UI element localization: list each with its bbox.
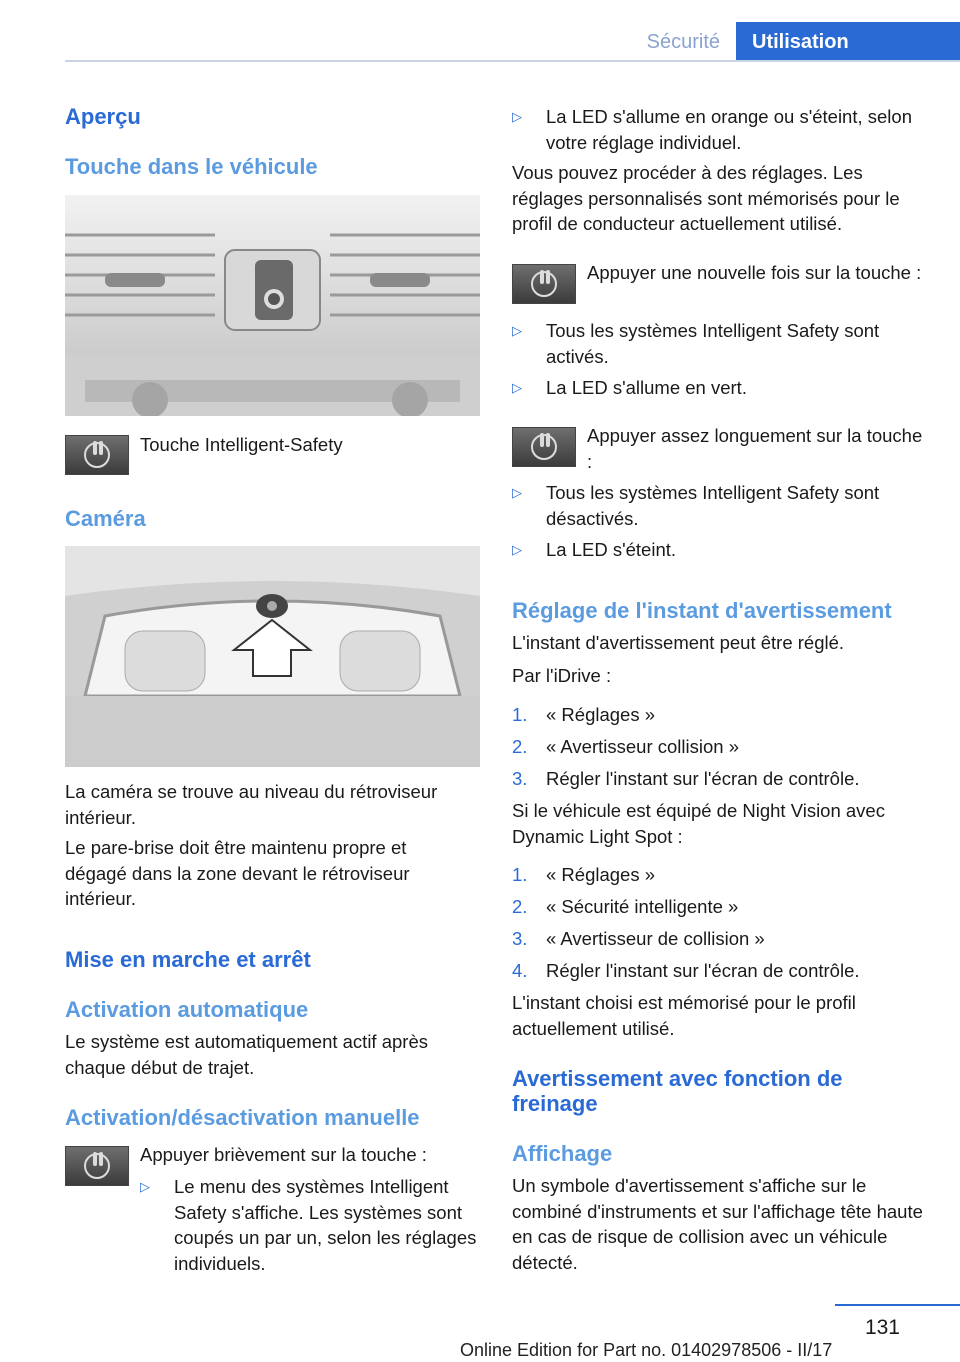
heading-camera: Caméra — [65, 506, 146, 531]
camera-paragraph-2: Le pare-brise doit être maintenu propre et dégagé dans la zone devant le rétroviseur intérieur. — [65, 837, 410, 909]
bullet-marker-icon: ▷ — [512, 323, 522, 338]
camera-windshield-photo — [65, 546, 480, 767]
list-item: 3. Régler l'instant sur l'écran de contrôle. — [512, 768, 860, 789]
night-vision-paragraph: Si le véhicule est équipé de Night Vision avec Dynamic Light Spot : — [512, 800, 885, 847]
memo-paragraph: L'instant choisi est mémorisé pour le profil actuellement utilisé. — [512, 992, 856, 1039]
bullet-marker-icon: ▷ — [140, 1179, 150, 1194]
tab-utilisation[interactable]: Utilisation — [736, 22, 960, 62]
touche-caption: Touche Intelligent-Safety — [140, 434, 343, 455]
safety-button-icon — [512, 264, 576, 304]
list-item: ▷ La LED s'allume en vert. — [512, 375, 922, 401]
list-item: ▷ Tous les systèmes Intelligent Safety sont activés. — [512, 320, 880, 367]
bullet-marker-icon: ▷ — [512, 380, 522, 395]
edition-footer: Online Edition for Part no. 01402978506 - II/17 — [460, 1340, 833, 1360]
page-number: 131 — [864, 1316, 900, 1339]
list-item: 1. « Réglages » — [512, 704, 656, 725]
long-caption: Appuyer assez longuement sur la touche : — [587, 425, 923, 472]
reglage-paragraph: L'instant d'avertissement peut être réglé. — [512, 632, 845, 653]
tab-securite[interactable]: Sécurité — [646, 31, 720, 53]
heading-mise-en-marche: Mise en marche et arrêt — [65, 947, 311, 972]
affichage-paragraph: Un symbole d'avertissement s'affiche sur le combiné d'instruments et sur l'affichage tête haute en cas de risque de collision avec un véhicule détecté. — [512, 1175, 923, 1273]
bullet-marker-icon: ▷ — [512, 485, 522, 500]
header-rule — [65, 60, 960, 62]
bullet-marker-icon: ▷ — [512, 542, 522, 557]
heading-activation-manuelle: Activation/désactivation manuelle — [65, 1105, 420, 1130]
heading-avertissement-freinage: Avertissement avec fonction de freinage — [512, 1066, 843, 1116]
list-item: 4. Régler l'instant sur l'écran de contrôle. — [512, 960, 860, 981]
list-item: ▷ La LED s'éteint. — [512, 537, 922, 563]
idrive-paragraph: Par l'iDrive : — [512, 665, 612, 686]
list-item: 3. « Avertisseur de collision » — [512, 928, 765, 949]
list-item: ▷ La LED s'allume en orange ou s'éteint, selon votre réglage individuel. — [512, 106, 912, 153]
dashboard-button-photo — [65, 195, 480, 416]
safety-button-icon — [65, 1146, 129, 1186]
heading-touche-vehicule: Touche dans le véhicule — [65, 154, 318, 179]
auto-paragraph: Le système est automatiquement actif après chaque début de trajet. — [65, 1031, 428, 1078]
camera-paragraph-1: La caméra se trouve au niveau du rétroviseur intérieur. — [65, 781, 438, 828]
list-item: ▷ Le menu des systèmes Intelligent Safety s'affiche. Les systèmes sont coupés un par un, selon les réglages individuels. — [140, 1176, 477, 1274]
heading-apercu: Aperçu — [65, 104, 141, 129]
heading-reglage-instant: Réglage de l'instant d'avertissement — [512, 598, 892, 623]
list-item: 1. « Réglages » — [512, 864, 656, 885]
reglages-paragraph: Vous pouvez procéder à des réglages. Les réglages personnalisés sont mémorisés pour le profil de conducteur actuellement utilisé. — [512, 162, 900, 234]
list-item: 2. « Avertisseur collision » — [512, 736, 739, 757]
bullet-marker-icon: ▷ — [512, 109, 522, 124]
safety-button-icon — [65, 435, 129, 475]
list-item: 2. « Sécurité intelligente » — [512, 896, 739, 917]
heading-affichage: Affichage — [512, 1141, 613, 1166]
heading-activation-auto: Activation automatique — [65, 997, 309, 1022]
list-item: ▷ Tous les systèmes Intelligent Safety sont désactivés. — [512, 482, 880, 529]
manuelle-caption: Appuyer brièvement sur la touche : — [140, 1144, 427, 1165]
again-caption: Appuyer une nouvelle fois sur la touche : — [587, 262, 922, 283]
safety-button-icon — [512, 427, 576, 467]
footer-rule — [835, 1304, 960, 1306]
